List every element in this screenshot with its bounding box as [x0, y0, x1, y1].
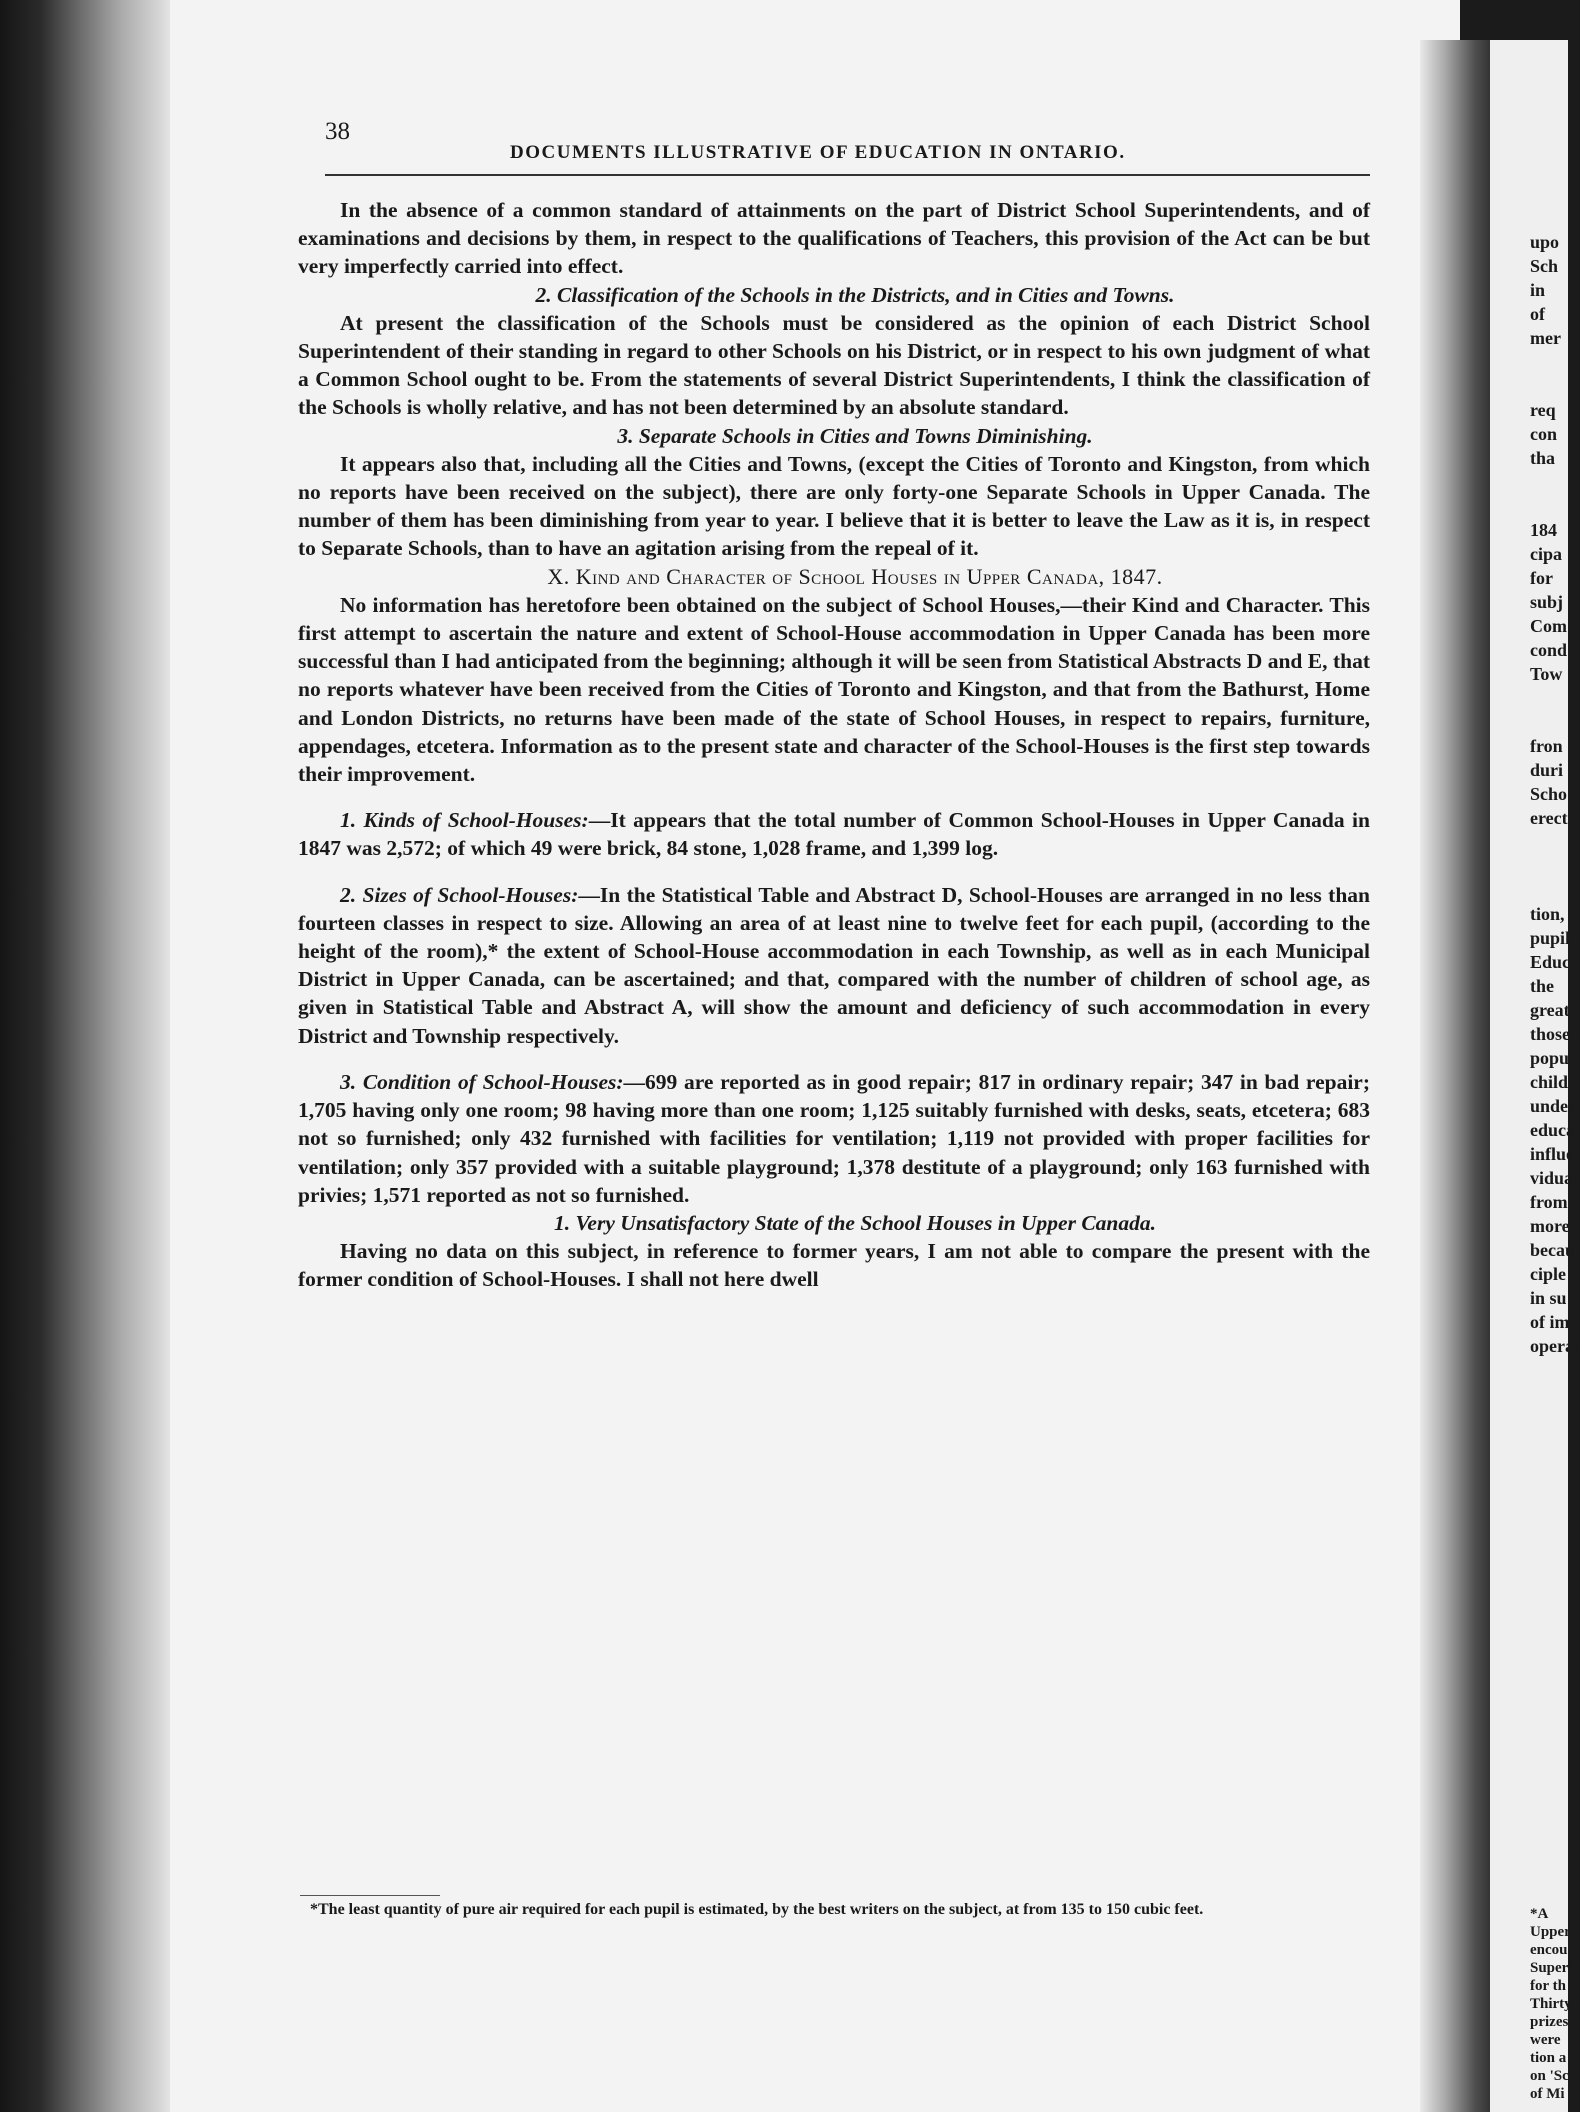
right-page-footnote-line: *A [1530, 1906, 1549, 1922]
right-page-line: of [1530, 304, 1545, 324]
right-page-line [1530, 830, 1570, 854]
item-text: —It appears that the total number of Common School-Houses in Upper Canada in 1847 was 2,572; of which 49 were brick, 84 stone, 1,028 frame, and 1,399 log. [298, 808, 1370, 861]
paragraph [298, 881, 1370, 1050]
right-page-line: Com [1530, 616, 1567, 636]
right-page-line [1530, 470, 1570, 494]
right-page-line: req [1530, 400, 1556, 420]
running-head: DOCUMENTS ILLUSTRATIVE OF EDUCATION IN ONTARIO. [510, 142, 1126, 163]
right-page-footnote [1530, 1905, 1573, 2103]
footnote [280, 1900, 1340, 1919]
paragraph [298, 806, 1370, 862]
right-page-line: cond [1530, 640, 1568, 660]
right-page-line: mer [1530, 328, 1561, 348]
right-page-line: more [1530, 1216, 1570, 1236]
right-page-line: influe [1530, 1144, 1575, 1164]
right-page-line: tion, [1530, 904, 1565, 924]
right-page-footnote-line: Upper [1530, 1924, 1571, 1940]
right-page-footnote-line: of Mi [1530, 2086, 1565, 2102]
right-page-line: the [1530, 976, 1554, 996]
page-gutter-shadow [1420, 40, 1495, 2112]
item-label: 2. Sizes of School-Houses: [340, 882, 579, 907]
right-page-footnote-line: encou [1530, 1942, 1568, 1958]
right-page-line: Sch [1530, 256, 1559, 276]
section-heading: 1. Very Unsatisfactory State of the School Houses in Upper Canada. [553, 1210, 1157, 1235]
right-page-line: upo [1530, 232, 1560, 252]
right-page-line: becau [1530, 1240, 1575, 1260]
right-page-line [1530, 374, 1570, 398]
right-page-line: tha [1530, 448, 1556, 468]
paragraph: In the absence of a common standard of attainments on the part of District School Superintendents, and of examinations and decisions by them, in respect to the qualifications of Teachers, this provision of the Act can be but very imperfectly carried into effect. [298, 198, 1370, 279]
paragraph: At present the classification of the Schools must be considered as the opinion of each District School Superintendent of their standing in regard to other Schools on his District, or in respect to his own judgment of what a Common School ought to be. From the statements of several District Superintendents, I think the classification of the Schools is wholly relative, and has not been determined by an absolute standard. [298, 310, 1370, 420]
right-page-line: child [1530, 1072, 1569, 1092]
right-page-footnote-line: for th [1530, 1978, 1566, 1994]
right-page-line: under [1530, 1096, 1577, 1116]
right-page-line: those [1530, 1024, 1570, 1044]
right-page-line: con [1530, 424, 1557, 444]
chapter-heading: X. Kind and Character of School Houses in Upper Canada, 1847. [547, 563, 1163, 589]
right-page-line [1530, 710, 1570, 734]
right-page-footnote-line: tion a [1530, 2050, 1567, 2066]
book-binding-shadow [0, 0, 175, 2112]
right-page-line: 184 [1530, 520, 1557, 540]
right-page-line: fron [1530, 736, 1563, 756]
right-page-line: subj [1530, 592, 1564, 612]
paragraph: Having no data on this subject, in reference to former years, I am not able to compare the present with the former condition of School-Houses. I shall not here dwell [298, 1239, 1370, 1292]
right-page-line: vidua [1530, 1168, 1574, 1188]
paragraph: No information has heretofore been obtained on the subject of School Houses,—their Kind and Character. This first attempt to ascertain the nature and extent of School-House accommodation in Upper Canada has been more successful than I had anticipated from the beginning; although it will be seen from Statistical Abstracts D and E, that no reports whatever have been received from the Cities of Toronto and Kingston, and that from the Bathurst, Home and London Districts, no returns have been made of the state of School Houses, in respect to repairs, furniture, appendages, etcetera. Information as to the present state and character of the School-Houses is the first step towards their improvement. [298, 592, 1370, 787]
right-page-text [1530, 230, 1580, 1358]
item-text: —In the Statistical Table and Abstract D, School-Houses are arranged in no less than fourteen classes in respect to size. Allowing an area of at least nine to twelve feet for each pupil, (according to the height of the room),* the extent of School-House accommodation in each Township, as well as in each Municipal District in Upper Canada, can be ascertained; and that, compared with the number of children of school age, as given in Statistical Table and Abstract A, will show the amount and deficiency of such accommodation in every District and Township respectively. [298, 882, 1371, 1048]
paragraph: It appears also that, including all the Cities and Towns, (except the Cities of Toronto and Kingston, from which no reports have been received on the subject), there are only forty-one Separate Schools in Upper Canada. The number of them has been diminishing from year to year. I believe that it is better to leave the Law as it is, in respect to Separate Schools, than to have an agitation arising from the repeal of it. [298, 451, 1370, 561]
right-page-footnote-line: on 'Sc [1530, 2068, 1569, 2084]
right-page-line: pupil [1530, 928, 1571, 948]
footnote-text: *The least quantity of pure air required for each pupil is estimated, by the best writers on the subject, at from 135 to 150 cubic feet. [310, 1901, 1204, 1918]
right-page-line [1530, 686, 1570, 710]
right-page-line: of im [1530, 1312, 1570, 1332]
right-page-line: in [1530, 280, 1546, 300]
right-page-footnote-line: were [1530, 2032, 1561, 2048]
right-page-line: in su [1530, 1288, 1567, 1308]
right-page-line: ciple [1530, 1264, 1566, 1284]
page-number: 38 [325, 118, 350, 145]
right-page-line [1530, 854, 1570, 878]
right-page-line: Tow [1530, 664, 1563, 684]
right-page-line: educa [1530, 1120, 1575, 1140]
right-page-line: for [1530, 568, 1553, 588]
paragraph [298, 1068, 1370, 1209]
item-label: 3. Condition of School-Houses: [340, 1069, 624, 1094]
section-heading: 2. Classification of the Schools in the Districts, and in Cities and Towns. [535, 282, 1175, 307]
page-body [298, 196, 1370, 1294]
right-page-line: duri [1530, 760, 1564, 780]
right-page-line: operat [1530, 1336, 1580, 1356]
right-page-line: from [1530, 1192, 1568, 1212]
right-page-line: Scho [1530, 784, 1568, 804]
right-page-line: erect [1530, 808, 1568, 828]
item-text: —699 are reported as in good repair; 817 in ordinary repair; 347 in bad repair; 1,705 having only one room; 98 having more than one room; 1,125 suitably furnished with desks, seats, etcetera; 683 not so furnished; only 432 furnished with facilities for ventilation; 1,119 not provided with proper facilities for ventilation; only 357 provided with a suitable playground; 1,378 destitute of a playground; only 163 furnished with privies; 1,571 reported as not so furnished. [298, 1069, 1370, 1207]
right-page-line [1530, 878, 1570, 902]
right-page-footnote-line: Superi [1530, 1960, 1573, 1976]
footnote-rule [300, 1895, 440, 1896]
right-page-line: great [1530, 1000, 1570, 1020]
right-page-footnote-line: Thirty [1530, 1996, 1572, 2012]
right-page-line: popu [1530, 1048, 1570, 1068]
item-label: 1. Kinds of School-Houses: [340, 808, 589, 833]
right-page-line [1530, 494, 1570, 518]
right-page-line: cipa [1530, 544, 1563, 564]
page-header [325, 118, 1370, 176]
section-heading: 3. Separate Schools in Cities and Towns Diminishing. [617, 423, 1093, 448]
right-page-line [1530, 350, 1570, 374]
right-page-footnote-line: prizes [1530, 2014, 1569, 2030]
right-page-line: Educ [1530, 952, 1571, 972]
